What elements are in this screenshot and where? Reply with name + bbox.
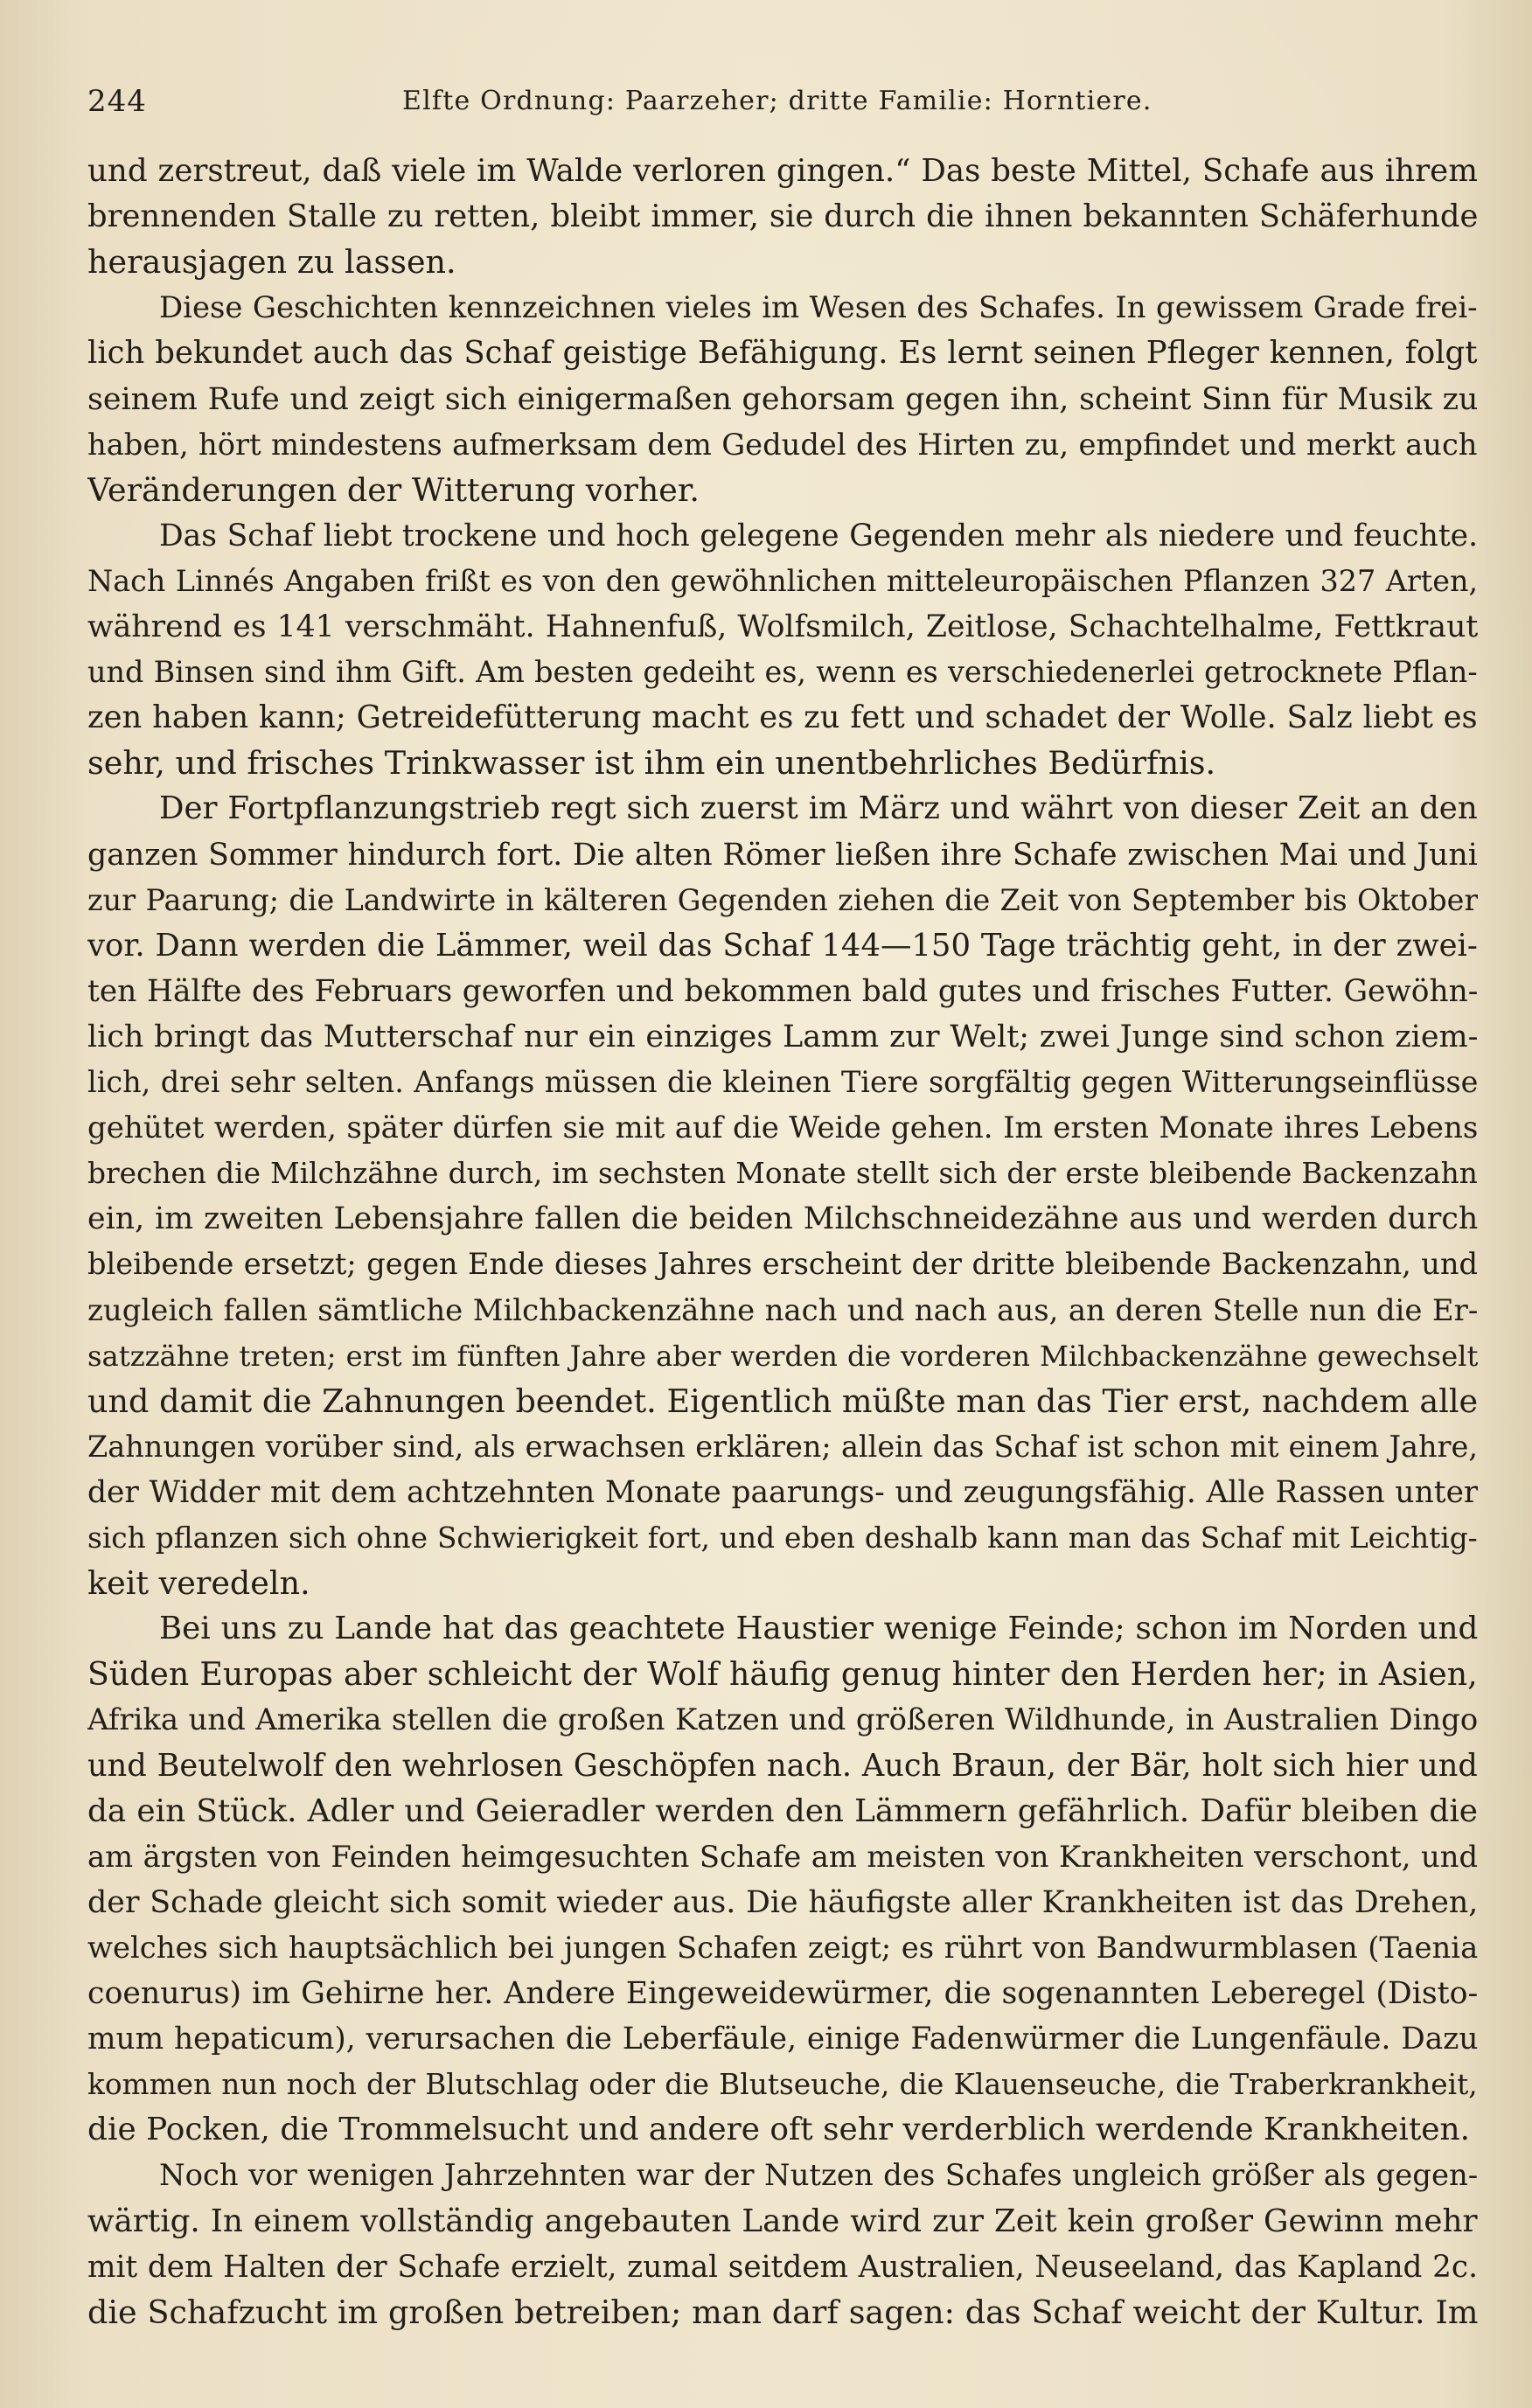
text-line: lich, drei sehr selten. Anfangs müssen die kleinen Tiere sorgfältig gegen Witterungseinflüsse <box>87 1065 1478 1099</box>
text-line: lich bringt das Mutterschaf nur ein einziges Lamm zur Welt; zwei Junge sind schon ziem- <box>87 1019 1478 1054</box>
text-line: kommen nun noch der Blutschlag oder die Blutseuche, die Klauenseuche, die Traberkrankheit, <box>87 2068 1478 2102</box>
text-line: und Beutelwolf den wehrlosen Geschöpfen nach. Auch Braun, der Bär, holt sich hier und <box>87 1747 1478 1784</box>
text-line: zen haben kann; Getreidefütterung macht es zu fett und schadet der Wolle. Salz liebt es <box>87 699 1478 736</box>
text-line: herausjagen zu lassen. <box>87 243 456 282</box>
text-line: Noch vor wenigen Jahrzehnten war der Nutzen des Schafes ungleich größer als gegen- <box>159 2158 1478 2193</box>
text-line: sich pflanzen sich ohne Schwierigkeit fort, und eben deshalb kann man das Schaf mit Leichtig- <box>87 1521 1478 1555</box>
text-line: haben, hört mindestens aufmerksam dem Gedudel des Hirten zu, empfindet und merkt auch <box>87 427 1478 462</box>
text-line: vor. Dann werden die Lämmer, weil das Schaf 144—150 Tage trächtig geht, in der zwei- <box>87 927 1478 964</box>
text-line: die Schafzucht im großen betreiben; man darf sagen: das Schaf weicht der Kultur. Im <box>87 2293 1478 2331</box>
text-line: Afrika und Amerika stellen die großen Katzen und größeren Wildhunde, in Australien Dingo <box>87 1702 1478 1737</box>
text-line: zur Paarung; die Landwirte in kälteren Gegenden ziehen die Zeit von September bis Oktober <box>87 882 1478 917</box>
text-line: und damit die Zahnungen beendet. Eigentlich müßte man das Tier erst, nachdem alle <box>87 1381 1478 1420</box>
text-line: ein, im zweiten Lebensjahre fallen die beiden Milchschneidezähne aus und werden durch <box>87 1201 1478 1237</box>
text-line: satzzähne treten; erst im fünften Jahre aber werden die vorderen Milchbackenzähne gewechselt <box>87 1339 1478 1373</box>
text-line: der Schade gleicht sich somit wieder aus. Die häufigste aller Krankheiten ist das Drehen, <box>87 1884 1478 1920</box>
text-line: mit dem Halten der Schafe erzielt, zumal seitdem Australien, Neuseeland, das Kapland 2c. <box>87 2249 1478 2285</box>
text-line: gehütet werden, später dürfen sie mit auf die Weide gehen. Im ersten Monate ihres Lebens <box>87 1110 1478 1146</box>
text-line: Bei uns zu Lande hat das geachtete Haustier wenige Feinde; schon im Norden und <box>159 1611 1478 1647</box>
text-line: Zahnungen vorüber sind, als erwachsen erklären; allein das Schaf ist schon mit einem Jahre, <box>87 1429 1478 1464</box>
text-line: wärtig. In einem vollständig angebauten Lande wird zur Zeit kein großer Gewinn mehr <box>87 2203 1478 2239</box>
text-line: mum hepaticum), verursachen die Leberfäule, einige Fadenwürmer die Lungenfäule. Dazu <box>87 2022 1478 2057</box>
text-line: Das Schaf liebt trockene und hoch gelegene Gegenden mehr als niedere und feuchte. <box>159 518 1478 553</box>
text-line: brechen die Milchzähne durch, im sechsten Monate stellt sich der erste bleibende Backenzahn <box>87 1157 1478 1191</box>
text-line: ganzen Sommer hindurch fort. Die alten Römer ließen ihre Schafe zwischen Mai und Juni <box>87 837 1478 873</box>
page-number: 244 <box>87 84 147 119</box>
body-text <box>87 149 1478 2370</box>
text-line: welches sich hauptsächlich bei jungen Schafen zeigt; es rührt von Bandwurmblasen (Taenia <box>87 1930 1478 1965</box>
text-line: Süden Europas aber schleicht der Wolf häufig genug hinter den Herden her; in Asien, <box>87 1655 1478 1694</box>
text-line: Diese Geschichten kennzeichnen vieles im Wesen des Schafes. In gewissem Grade frei- <box>159 290 1478 325</box>
text-line: sehr, und frisches Trinkwasser ist ihm ein unentbehrliches Bedürfnis. <box>87 744 1216 783</box>
text-line: lich bekundet auch das Schaf geistige Befähigung. Es lernt seinen Pfleger kennen, folgt <box>87 335 1478 372</box>
text-line: bleibende ersetzt; gegen Ende dieses Jahres erscheint der dritte bleibende Backenzahn, und <box>87 1247 1478 1282</box>
text-line: Der Fortpflanzungstrieb regt sich zuerst im März und währt von dieser Zeit an den <box>159 790 1478 827</box>
text-line: Veränderungen der Witterung vorher. <box>87 470 700 509</box>
text-line: keit veredeln. <box>87 1564 310 1603</box>
running-head: Elfte Ordnung: Paarzeher; dritte Familie: Horntiere. <box>402 86 1152 116</box>
text-line: Nach Linnés Angaben frißt es von den gewöhnlichen mitteleuropäischen Pflanzen 327 Arten, <box>87 563 1478 598</box>
text-line: zugleich fallen sämtliche Milchbackenzähne nach und nach aus, an deren Stelle nun die Er- <box>87 1292 1478 1327</box>
text-line: während es 141 verschmäht. Hahnenfuß, Wolfsmilch, Zeitlose, Schachtelhalme, Fettkraut <box>87 609 1478 644</box>
text-line: am ärgsten von Feinden heimgesuchten Schafe am meisten von Krankheiten verschont, und <box>87 1839 1478 1874</box>
text-line: und zerstreut, daß viele im Walde verloren gingen.“ Das beste Mittel, Schafe aus ihrem <box>87 153 1478 189</box>
text-line: der Widder mit dem achtzehnten Monate paarungs- und zeugungsfähig. Alle Rassen unter <box>87 1474 1478 1510</box>
text-line: da ein Stück. Adler und Geieradler werden den Lämmern gefährlich. Dafür bleiben die <box>87 1792 1478 1829</box>
text-line: und Binsen sind ihm Gift. Am besten gedeiht es, wenn es verschiedenerlei getrocknete Pflan- <box>87 655 1478 690</box>
text-line: brennenden Stalle zu retten, bleibt immer, sie durch die ihnen bekannten Schäferhunde <box>87 198 1478 235</box>
text-line: ten Hälfte des Februars geworfen und bekommen bald gutes und frisches Futter. Gewöhn- <box>87 973 1478 1009</box>
text-line: coenurus) im Gehirne her. Andere Eingeweidewürmer, die sogenannten Leberegel (Disto- <box>87 1976 1478 2011</box>
text-line: die Pocken, die Trommelsucht und andere oft sehr verderblich werdende Krankheiten. <box>87 2112 1471 2148</box>
page-header <box>87 77 1478 126</box>
text-line: seinem Rufe und zeigt sich einigermaßen gehorsam gegen ihn, scheint Sinn für Musik zu <box>87 381 1478 417</box>
